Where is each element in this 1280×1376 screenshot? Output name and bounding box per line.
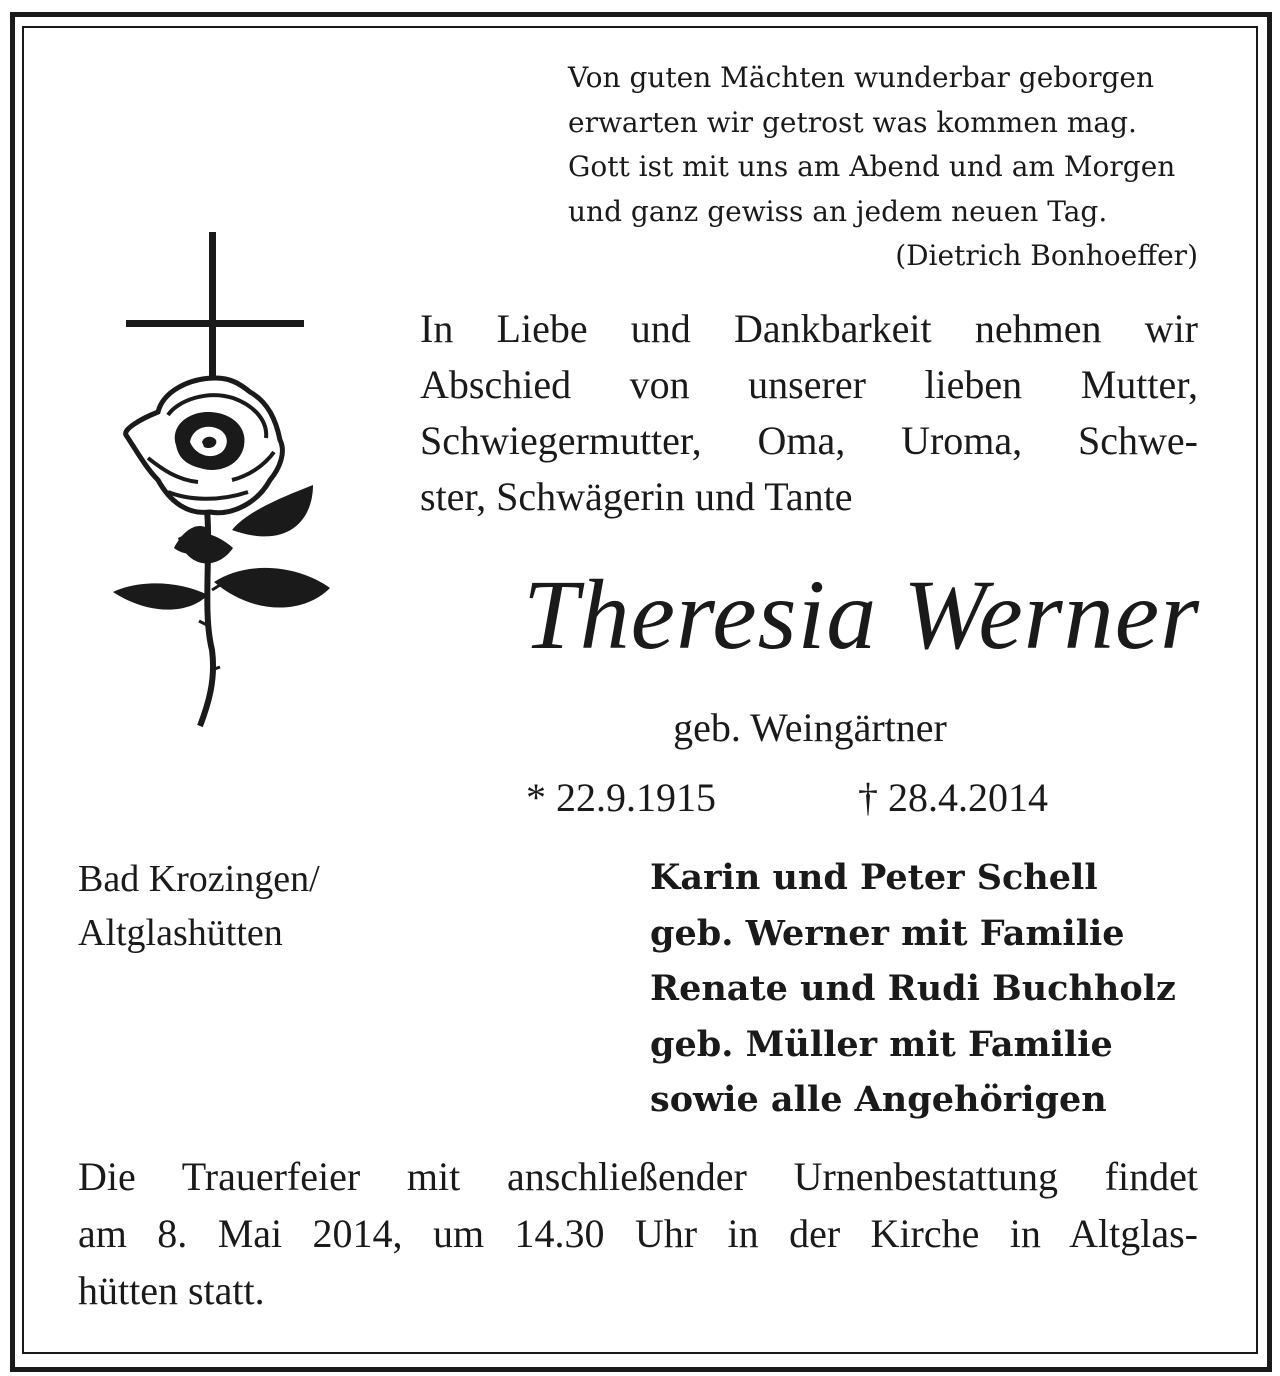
maiden-name: geb. Weingärtner [673,705,947,750]
poem-line: und ganz gewiss an jedem neuen Tag. [568,194,1108,228]
service-line: hütten statt. [78,1268,265,1313]
mourners-list [650,850,1210,1128]
place-of-residence [78,852,498,960]
intro-line: Abschied von unserer lieben Mutter, [420,362,1198,407]
death-date: † 28.4.2014 [858,775,1048,820]
intro-line: ster, Schwägerin und Tante [420,474,853,519]
funeral-service-text [78,1148,1198,1319]
place-line: Bad Krozingen/ [78,858,320,900]
poem-line: Von guten Mächten wunderbar geborgen [568,61,1154,94]
intro-line: In Liebe und Dankbarkeit nehmen wir [420,306,1198,351]
intro-line: Schwiegermutter, Oma, Uroma, Schwe- [420,418,1198,463]
mourner-line: geb. Werner mit Familie [650,912,1125,954]
cross-rose-icon [108,230,338,730]
service-line: am 8. Mai 2014, um 14.30 Uhr in der Kirche in Altglas- [78,1211,1198,1256]
poem-line: erwarten wir getrost was kommen mag. [568,105,1137,139]
mourner-line: Karin und Peter Schell [650,857,1098,898]
birth-date: * 22.9.1915 [526,775,716,820]
poem-line: Gott ist mit uns am Abend und am Morgen [568,150,1176,183]
mourner-line: sowie alle Angehörigen [650,1079,1107,1120]
service-line: Die Trauerfeier mit anschließender Urnenbestattung findet [78,1154,1198,1199]
poem-quote [568,56,1198,279]
poem-author: (Dietrich Bonhoeffer) [895,239,1198,272]
intro-text [420,301,1198,525]
place-line: Altglashütten [78,912,283,954]
mourner-line: Renate und Rudi Buchholz [650,968,1176,1009]
deceased-name: Theresia Werner [522,559,1200,670]
mourner-line: geb. Müller mit Familie [650,1023,1113,1065]
